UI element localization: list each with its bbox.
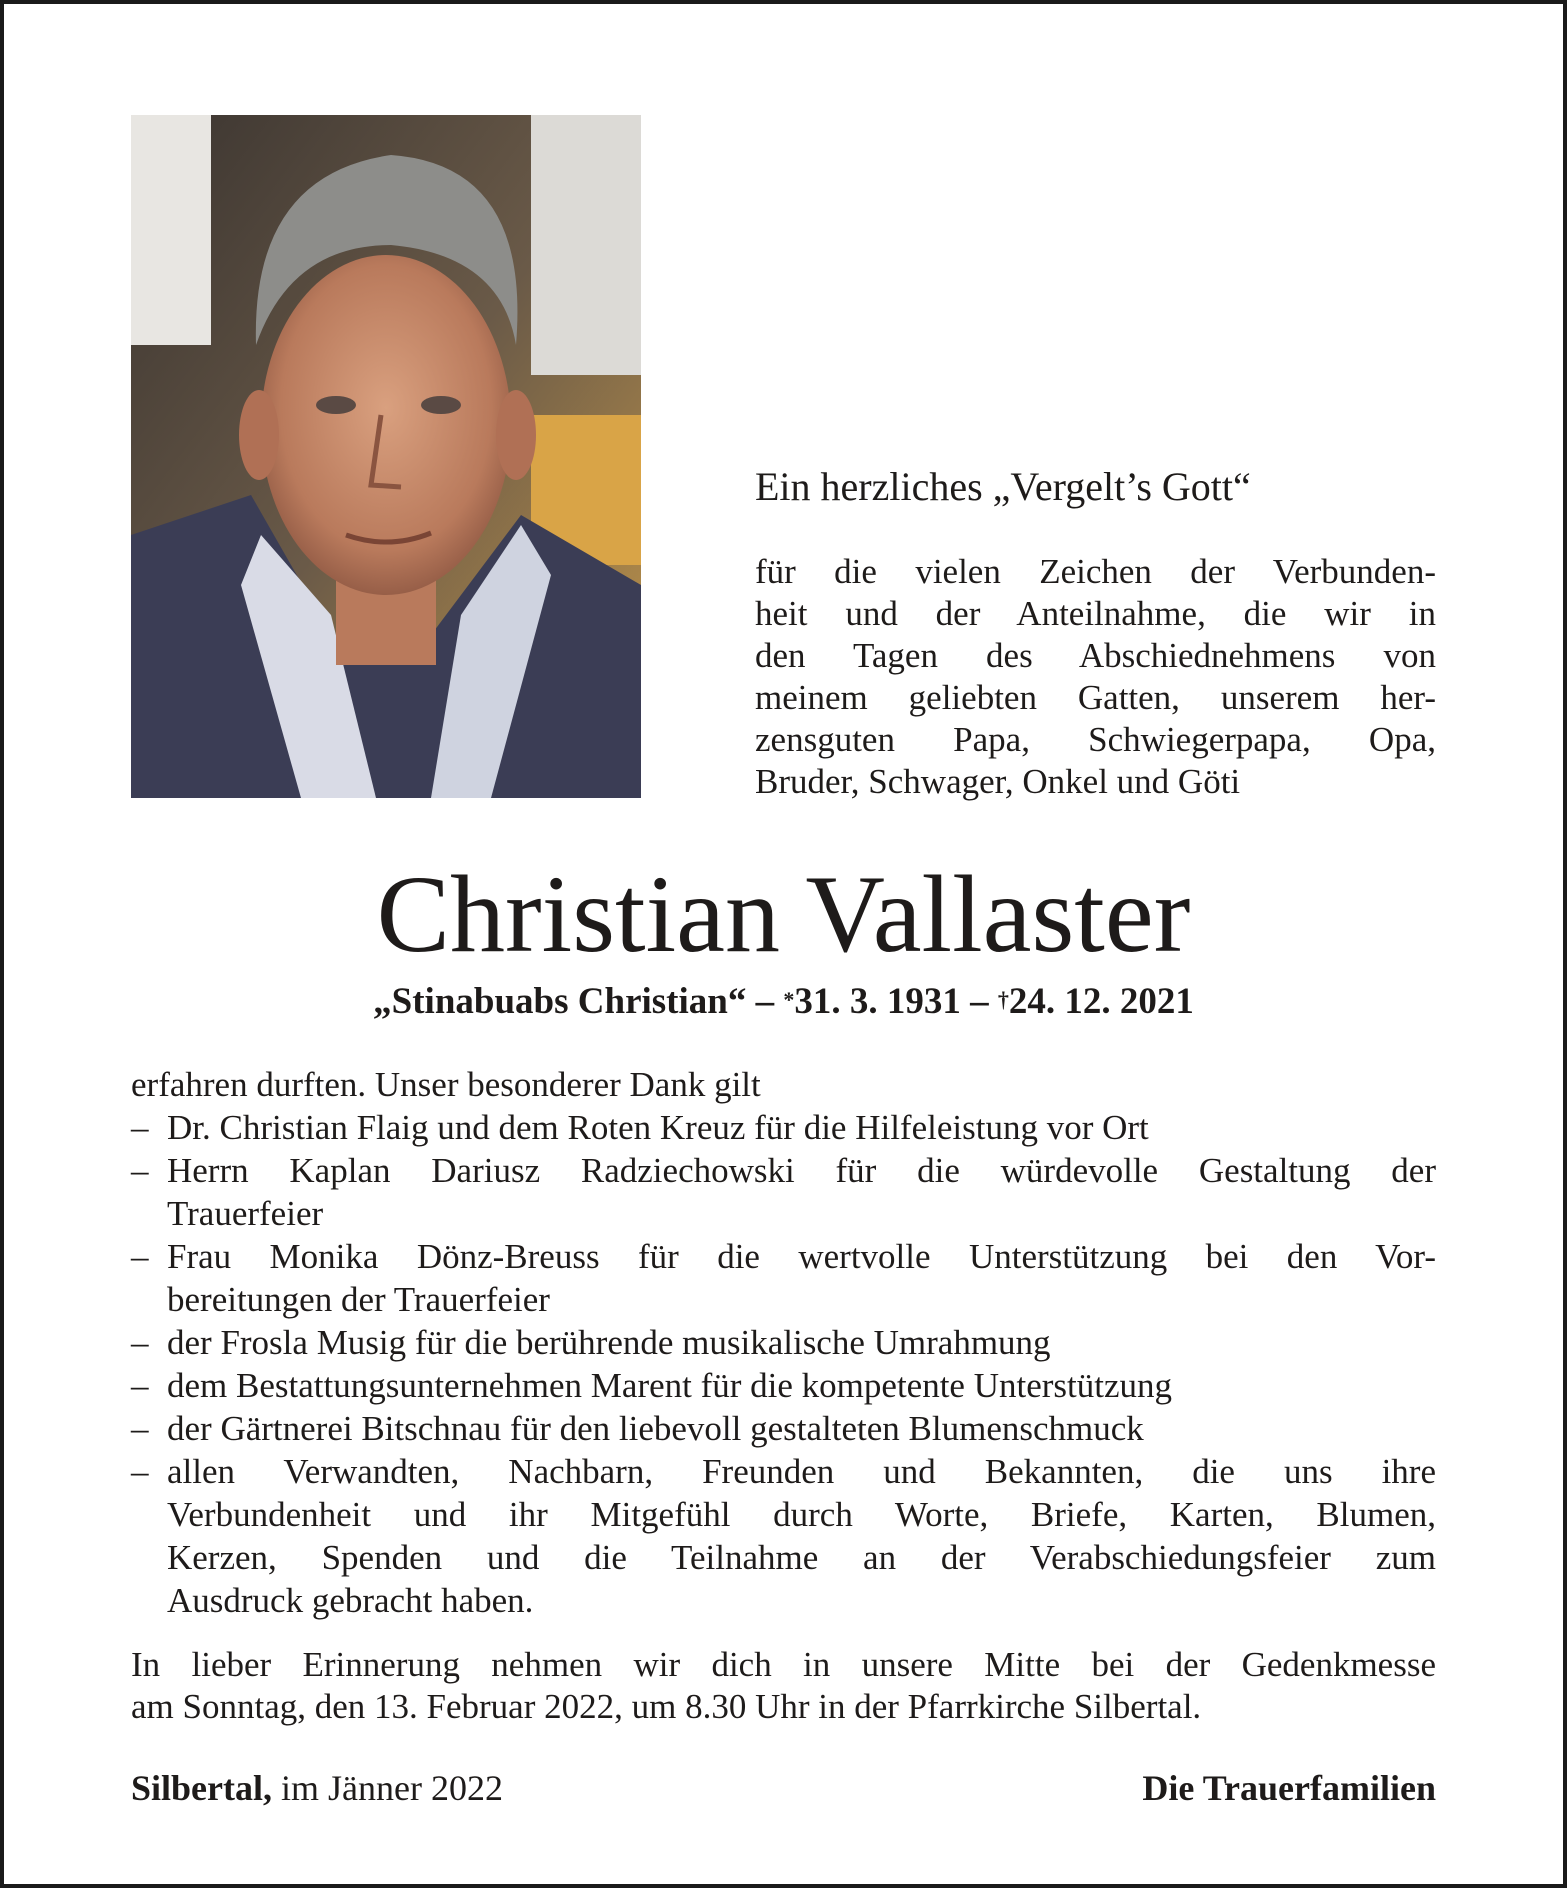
dash-bullet: –	[131, 1151, 149, 1190]
item-line: dem Bestattungsunternehmen Marent für die kompetente Unterstützung	[167, 1366, 1173, 1405]
item-line: allen Verwandten, Nachbarn, Freunden und Bekannten, die uns ihre	[167, 1452, 1436, 1491]
footer-date: im Jänner 2022	[272, 1768, 503, 1808]
death-cross-icon: †	[997, 987, 1009, 1012]
item-line: Kerzen, Spenden und die Teilnahme an der Verabschiedungsfeier zum	[167, 1538, 1436, 1577]
list-item	[131, 1450, 1436, 1622]
list-item	[131, 1407, 1436, 1450]
footer-signature: Die Trauerfamilien	[1142, 1768, 1436, 1808]
closing-line: In lieber Erinnerung nehmen wir dich in unsere Mitte bei der Gedenkmesse	[131, 1645, 1436, 1684]
item-line: Ausdruck gebracht haben.	[167, 1581, 534, 1620]
item-line: Dr. Christian Flaig und dem Roten Kreuz für die Hilfeleistung vor Ort	[167, 1108, 1149, 1147]
footer	[131, 1766, 1436, 1810]
footer-place: Silbertal,	[131, 1768, 272, 1808]
item-line: Herrn Kaplan Dariusz Radziechowski für die würdevolle Gestaltung der	[167, 1151, 1436, 1190]
birth-symbol: *	[783, 987, 795, 1012]
dash-bullet: –	[131, 1366, 149, 1405]
intro-line: Bruder, Schwager, Onkel und Göti	[755, 762, 1241, 801]
list-item	[131, 1364, 1436, 1407]
item-line: Frau Monika Dönz-Breuss für die wertvolle Unterstützung bei den Vor-	[167, 1237, 1436, 1276]
dash-bullet: –	[131, 1237, 149, 1276]
intro-line: meinem geliebten Gatten, unserem her-	[755, 678, 1436, 717]
separator: –	[746, 981, 784, 1022]
separator: –	[960, 981, 998, 1022]
dash-bullet: –	[131, 1108, 149, 1147]
list-item	[131, 1321, 1436, 1364]
nickname: „Stinabuabs Christian“	[373, 981, 747, 1022]
intro-line: heit und der Anteilnahme, die wir in	[755, 594, 1436, 633]
item-line: Trauerfeier	[167, 1194, 324, 1233]
memorial-mass-paragraph	[131, 1644, 1436, 1728]
thanks-heading: Ein herzliches „Vergelt’s Gott“	[755, 464, 1251, 509]
dash-bullet: –	[131, 1452, 149, 1491]
intro-line: für die vielen Zeichen der Verbunden-	[755, 552, 1436, 591]
intro-line: zensguten Papa, Schwiegerpapa, Opa,	[755, 720, 1436, 759]
portrait-photo	[131, 115, 641, 798]
item-line: der Frosla Musig für die berührende musikalische Umrahmung	[167, 1323, 1051, 1362]
item-line: der Gärtnerei Bitschnau für den liebevoll gestalteten Blumenschmuck	[167, 1409, 1144, 1448]
birth-date: 31. 3. 1931	[794, 981, 961, 1022]
dash-bullet: –	[131, 1409, 149, 1448]
closing-line: am Sonntag, den 13. Februar 2022, um 8.30 Uhr in der Pfarrkirche Silbertal.	[131, 1687, 1202, 1726]
thanks-body	[131, 1063, 1436, 1622]
intro-line: den Tagen des Abschiednehmens von	[755, 636, 1436, 675]
life-dates	[0, 980, 1567, 1024]
dash-bullet: –	[131, 1323, 149, 1362]
list-item	[131, 1106, 1436, 1149]
body-intro: erfahren durften. Unser besonderer Dank gilt	[131, 1065, 761, 1104]
death-date: 24. 12. 2021	[1008, 981, 1194, 1022]
list-item	[131, 1235, 1436, 1321]
item-line: bereitungen der Trauerfeier	[167, 1280, 550, 1319]
list-item	[131, 1149, 1436, 1235]
intro-paragraph	[755, 551, 1436, 803]
item-line: Verbundenheit und ihr Mitgefühl durch Worte, Briefe, Karten, Blumen,	[167, 1495, 1436, 1534]
deceased-name: Christian Vallaster	[376, 853, 1191, 975]
